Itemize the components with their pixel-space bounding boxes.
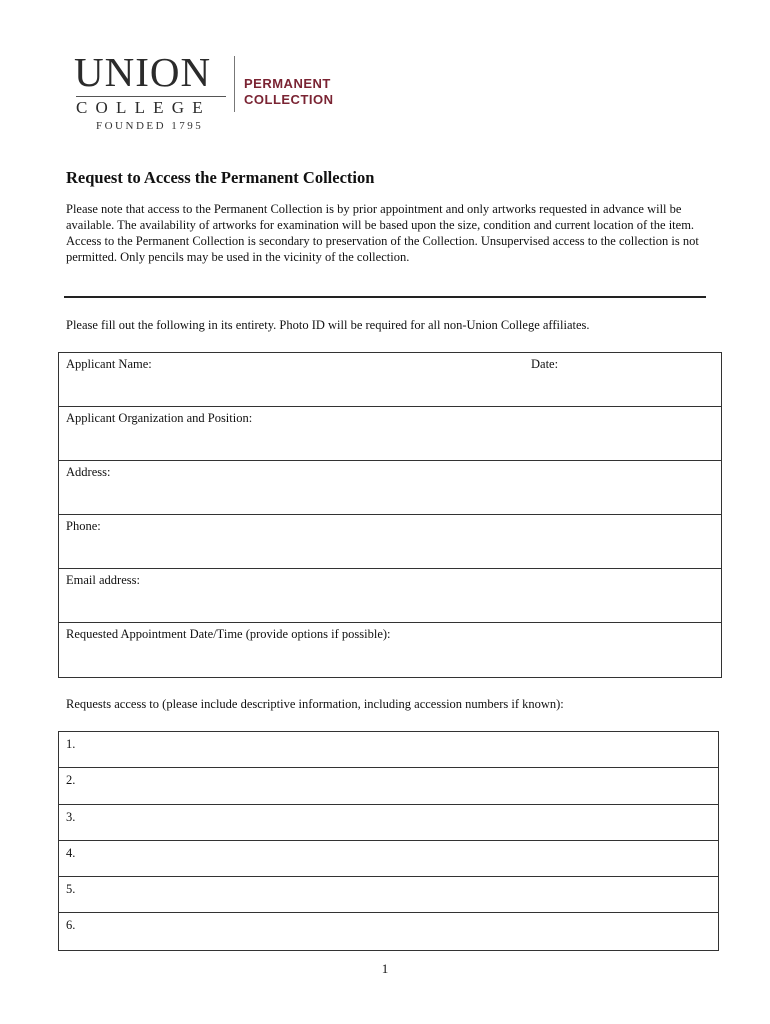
logo-college-text: COLLEGE [76, 96, 226, 117]
request-number: 5. [66, 882, 76, 897]
applicant-name-field[interactable] [59, 353, 721, 407]
logo-collection-text: COLLECTION [244, 92, 334, 107]
union-college-logo [74, 49, 334, 136]
applicant-name-label: Applicant Name: [66, 357, 152, 371]
request-row[interactable] [59, 732, 718, 768]
phone-field[interactable] [59, 515, 721, 569]
request-number: 6. [66, 918, 76, 933]
applicant-form-table [58, 352, 722, 678]
request-number: 4. [66, 845, 76, 860]
logo-founded-text: FOUNDED 1795 [96, 120, 204, 132]
email-label: Email address: [66, 573, 140, 587]
request-row[interactable] [59, 877, 718, 913]
requests-table [58, 731, 719, 951]
intro-paragraph: Please note that access to the Permanent Collection is by prior appointment and only artworks requested in advance will be available. The availability of artworks for examination will be based upon the size, condition and current location of the item. Access to the Permanent Collection is secondary to preservation of the Collection. Unsupervised access to the collection is not permitted. Only pencils may be used in the vicinity of the collection. [66, 202, 699, 264]
email-field[interactable] [59, 569, 721, 623]
document-title: Request to Access the Permanent Collection [66, 168, 375, 187]
logo-permanent-text: PERMANENT [244, 76, 331, 91]
horizontal-rule [64, 296, 706, 298]
address-label: Address: [66, 465, 111, 479]
instructions-text: Please fill out the following in its entirety. Photo ID will be required for all non-Union College affiliates. [66, 318, 590, 332]
logo-permanent-collection [244, 76, 334, 108]
logo-divider [234, 56, 235, 112]
page-number: 1 [381, 961, 389, 976]
phone-label: Phone: [66, 519, 101, 533]
logo-union-text: UNION [74, 49, 212, 95]
requests-label: Requests access to (please include descriptive information, including accession numbers if known): [66, 697, 564, 711]
request-number: 3. [66, 809, 76, 824]
request-row[interactable] [59, 913, 718, 949]
appointment-field[interactable] [59, 623, 721, 677]
organization-label: Applicant Organization and Position: [66, 411, 253, 425]
appointment-label: Requested Appointment Date/Time (provide options if possible): [66, 627, 391, 641]
request-number: 2. [66, 773, 76, 788]
request-row[interactable] [59, 841, 718, 877]
request-row[interactable] [59, 768, 718, 804]
request-row[interactable] [59, 805, 718, 841]
address-field[interactable] [59, 461, 721, 515]
organization-field[interactable] [59, 407, 721, 461]
date-label: Date: [531, 357, 559, 371]
request-number: 1. [66, 737, 76, 751]
